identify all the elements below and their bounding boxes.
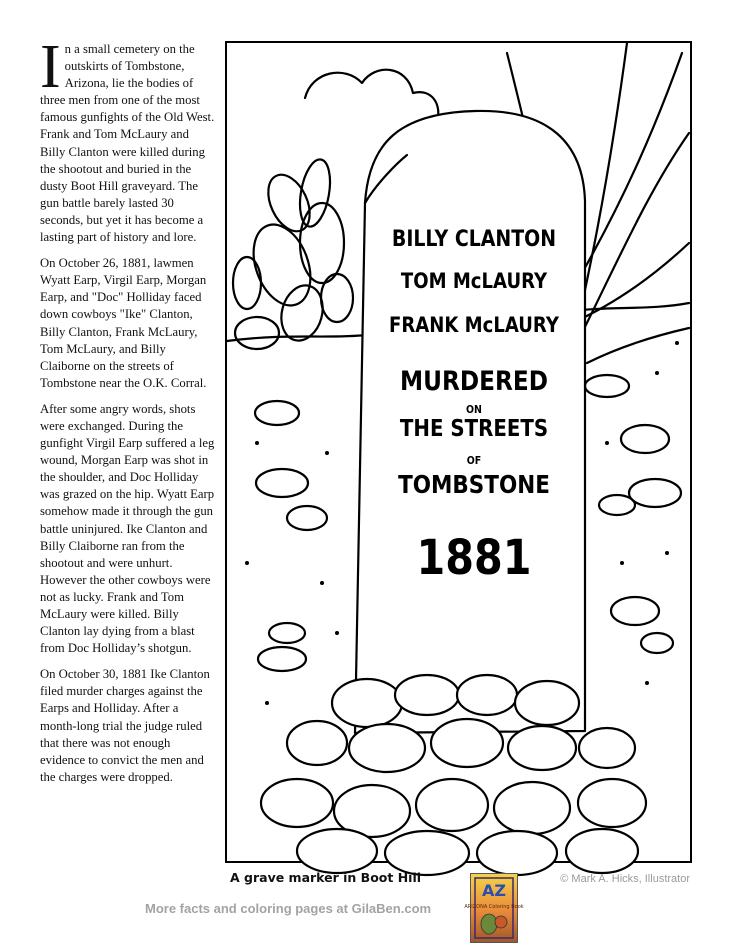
footer-link[interactable]: More facts and coloring pages at GilaBen.com <box>145 901 432 916</box>
cactus-pad <box>235 317 279 349</box>
cactus-pad <box>321 274 353 322</box>
rock <box>621 425 669 453</box>
epitaph-line: TOM McLAURY <box>400 269 548 293</box>
drop-cap: I <box>40 33 61 101</box>
rock <box>431 719 503 767</box>
rock <box>261 779 333 827</box>
gilaben-logo[interactable] <box>464 873 524 943</box>
rock <box>515 681 579 725</box>
rock <box>579 728 635 768</box>
rock <box>578 779 646 827</box>
rock <box>641 633 673 653</box>
gravestone-illustration <box>225 41 692 863</box>
rock <box>494 782 570 834</box>
rock <box>349 724 425 772</box>
rock <box>287 721 347 765</box>
paragraph-2: On October 26, 1881, lawmen Wyatt Earp, Virgil Earp, Morgan Earp, and "Doc" Holliday faced down cowboys "Ike" Clanton, Billy Clanton, Frank McLaury, Tom McLaury, and Billy Claiborne on the streets of Tombstone near the O.K. Corral. <box>40 256 207 390</box>
epitaph-line: FRANK McLAURY <box>389 313 559 337</box>
rock <box>256 469 308 497</box>
rock <box>416 779 488 831</box>
rock <box>599 495 635 515</box>
epitaph-line: BILLY CLANTON <box>391 227 557 252</box>
cloud-bush-outline <box>305 70 438 121</box>
cactus-pad <box>233 257 261 309</box>
rock <box>611 597 659 625</box>
rock <box>629 479 681 507</box>
ocotillo-branch <box>582 53 682 273</box>
rock <box>477 831 557 875</box>
rock <box>255 401 299 425</box>
epitaph-line: ON <box>466 403 482 416</box>
article-text <box>40 33 216 795</box>
logo-subtitle: ARIZONA Coloring Book <box>464 904 524 910</box>
rock <box>585 375 629 397</box>
rock <box>395 675 459 715</box>
epitaph-line: TOMBSTONE <box>398 470 550 499</box>
paragraph-1-text: n a small cemetery on the outskirts of Tombstone, Arizona, lie the bodies of three men from one of the most famous gunfights of the Old West. Frank and Tom McLaury and Billy Clanton were killed during the shootout and buried in the dusty Boot Hill graveyard. The gun battle barely lasted 30 seconds, but yet it has become a lasting part of history and lore. <box>40 42 215 245</box>
epitaph-year: 1881 <box>416 530 532 586</box>
paragraph-1 <box>40 33 216 246</box>
cactus-pad <box>295 157 334 229</box>
rock <box>269 623 305 643</box>
ocotillo-branch <box>587 328 689 363</box>
rock <box>385 831 469 875</box>
rock <box>258 647 306 671</box>
paragraph-4: On October 30, 1881 Ike Clanton filed murder charges against the Earps and Holliday. After a month-long trial the judge ruled that there was not enough evidence to convict the men and the charges were dropped. <box>40 667 210 784</box>
ocotillo-branch <box>572 243 689 323</box>
illustrator-credit: © Mark A. Hicks, Illustrator <box>560 873 690 885</box>
illustration-caption: A grave marker in Boot Hill <box>230 870 422 885</box>
rock <box>457 675 517 715</box>
logo-letters: AZ <box>482 881 506 900</box>
epitaph-line: MURDERED <box>399 366 549 397</box>
epitaph-line: OF <box>466 454 482 467</box>
epitaph-line: THE STREETS <box>399 416 549 442</box>
boot-hill-scene <box>227 43 689 860</box>
cactus-pad <box>243 217 321 314</box>
rock <box>508 726 576 770</box>
rock <box>297 829 377 873</box>
arizona-book-icon <box>464 874 524 942</box>
rock <box>332 679 402 727</box>
rock <box>287 506 327 530</box>
paragraph-3: After some angry words, shots were exchanged. During the gunfight Virgil Earp suffered a leg wound, Morgan Earp was shot in the shoulder, and Doc Holliday was grazed on the hip. Wyatt Earp somehow made it through the gun battle uninjured. Ike Clanton and Billy Claiborne ran from the shootout and were unhurt. However the other cowboys were not as lucky. Frank and Tom McLaury were killed. Billy Clanton lay dying from a blast from Doc Holliday’s shotgun. <box>40 401 215 656</box>
rock <box>566 829 638 873</box>
